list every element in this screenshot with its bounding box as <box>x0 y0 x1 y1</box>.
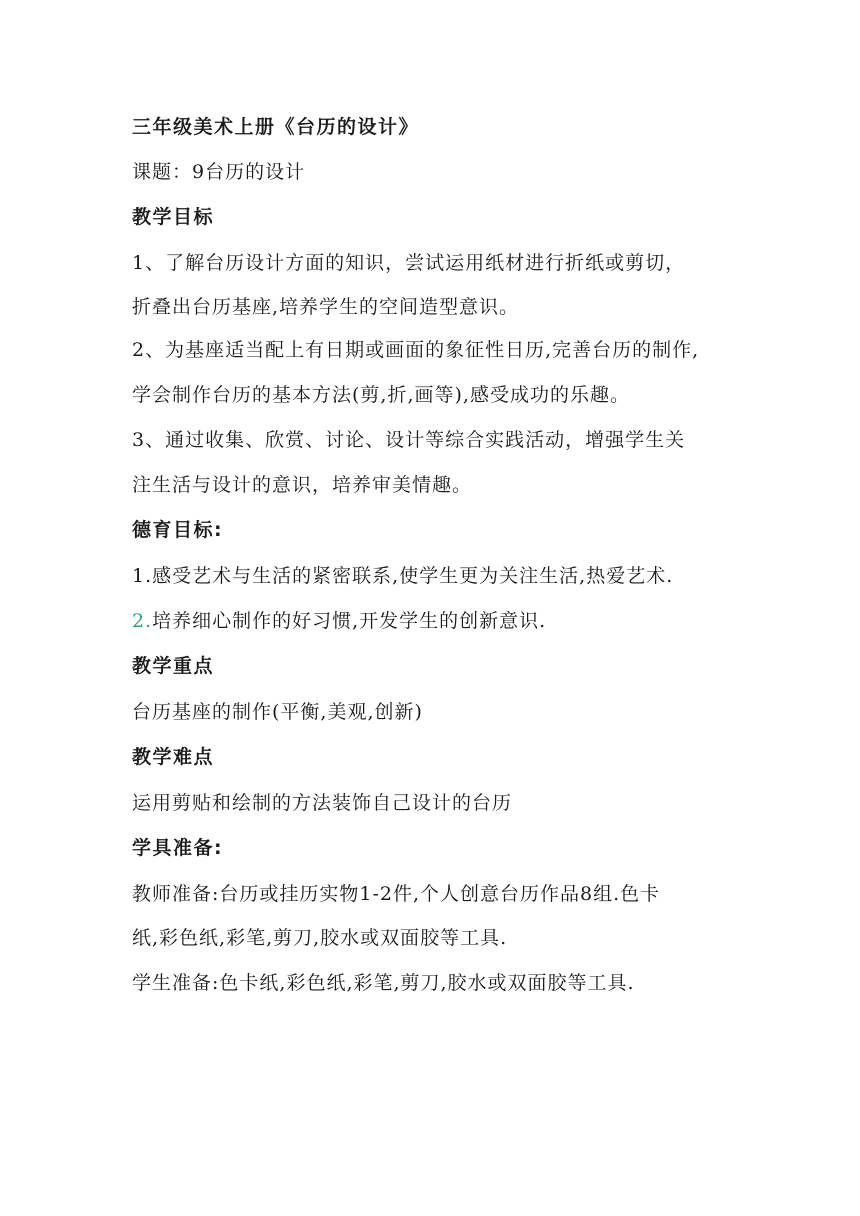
key-points-text: 台历基座的制作(平衡,美观,创新) <box>132 701 423 723</box>
teaching-goal-line: 1、了解台历设计方面的知识，尝试运用纸材进行折纸或剪切， <box>132 252 686 274</box>
materials-heading: 学具准备: <box>132 837 224 859</box>
teacher-materials-line: 教师准备:台历或挂历实物1-2件,个人创意台历作品8组.色卡 <box>132 883 661 905</box>
difficulties-heading: 教学难点 <box>132 746 215 768</box>
teaching-goal-line: 3、通过收集、欣赏、讨论、设计等综合实践活动，增强学生关 <box>132 429 686 451</box>
teaching-goal-line: 折叠出台历基座,培养学生的空间造型意识。 <box>132 296 520 318</box>
teaching-goals-heading: 教学目标 <box>132 206 215 228</box>
teaching-goal-line: 学会制作台历的基本方法(剪,折,画等),感受成功的乐趣。 <box>132 384 630 406</box>
teaching-goal-line: 注生活与设计的意识，培养审美情趣。 <box>132 474 473 496</box>
moral-goal-line <box>132 609 546 633</box>
document-title: 三年级美术上册《台历的设计》 <box>132 116 420 138</box>
teacher-materials-line: 纸,彩色纸,彩笔,剪刀,胶水或双面胶等工具. <box>132 927 508 949</box>
moral-goal-text: 培养细心制作的好习惯,开发学生的创新意识. <box>152 610 547 632</box>
teaching-goal-line: 2、为基座适当配上有日期或画面的象征性日历,完善台历的制作, <box>132 339 700 361</box>
list-number: 2. <box>132 610 153 632</box>
moral-goal-line: 1.感受艺术与生活的紧密联系,使学生更为关注生活,热爱艺术. <box>132 565 674 587</box>
topic-line: 课题：9台历的设计 <box>132 161 306 183</box>
moral-goals-heading: 德育目标: <box>132 519 224 541</box>
difficulties-text: 运用剪贴和绘制的方法装饰自己设计的台历 <box>132 792 513 814</box>
key-points-heading: 教学重点 <box>132 655 215 677</box>
student-materials-line: 学生准备:色卡纸,彩色纸,彩笔,剪刀,胶水或双面胶等工具. <box>132 972 635 994</box>
